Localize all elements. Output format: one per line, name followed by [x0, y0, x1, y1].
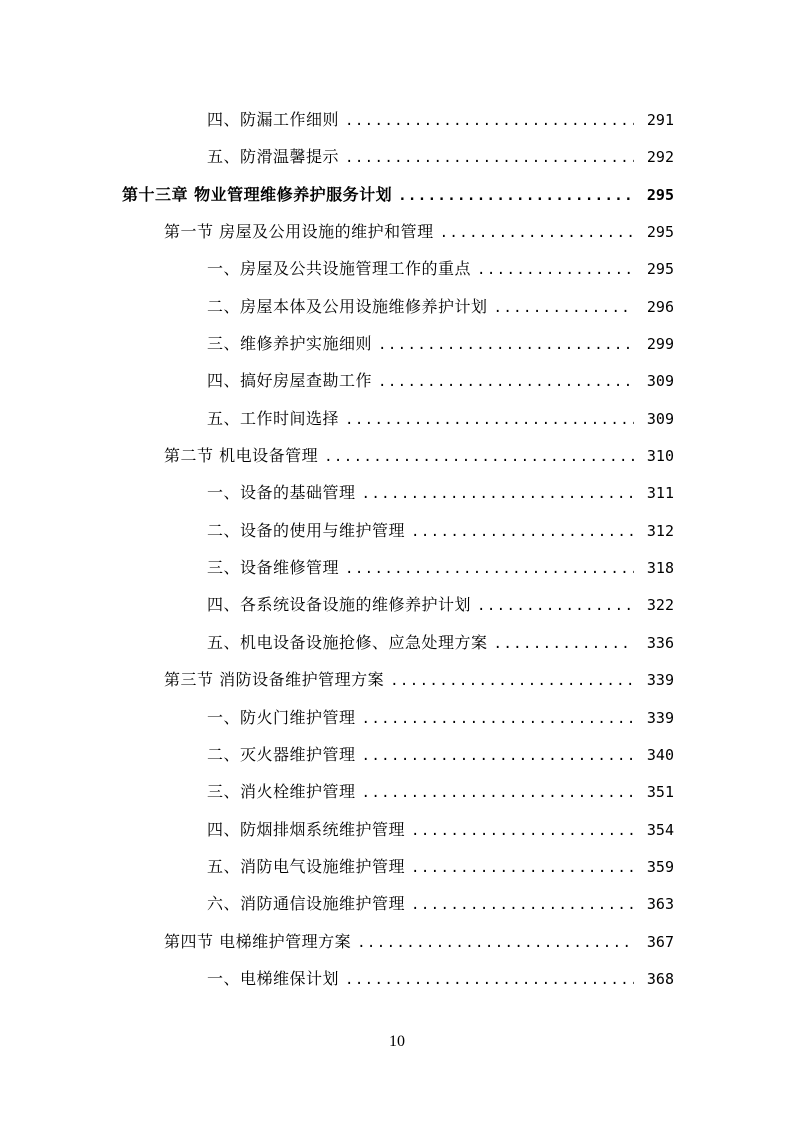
toc-entry-item[interactable]	[0, 400, 794, 437]
dot-leader	[324, 439, 634, 476]
toc-entry-title: 第十三章 物业管理维修养护服务计划	[122, 184, 393, 204]
dot-leader	[345, 103, 634, 140]
dot-leader	[494, 626, 634, 663]
toc-entry-page-number: 322	[646, 596, 674, 615]
toc-entry-page-number: 340	[646, 745, 674, 764]
toc-entry-item[interactable]	[0, 960, 794, 997]
toc-entry-item[interactable]	[0, 138, 794, 175]
toc-entry-item[interactable]	[0, 325, 794, 362]
toc-entry-title: 一、防火门维护管理	[207, 707, 356, 727]
toc-entry-page-number: 359	[646, 857, 674, 876]
toc-entry-title: 第三节 消防设备维护管理方案	[164, 670, 385, 690]
toc-entry-title: 五、机电设备设施抢修、应急处理方案	[207, 632, 488, 652]
toc-entry-page-number: 351	[646, 783, 674, 802]
dot-leader	[411, 850, 634, 887]
dot-leader	[378, 327, 634, 364]
dot-leader	[362, 476, 634, 513]
toc-entry-title: 第一节 房屋及公用设施的维护和管理	[164, 222, 434, 242]
dot-leader	[411, 514, 634, 551]
toc-entry-item[interactable]	[0, 811, 794, 848]
toc-entry-title: 一、设备的基础管理	[207, 483, 356, 503]
toc-entry-title: 一、房屋及公共设施管理工作的重点	[207, 259, 472, 279]
toc-entry-title: 二、设备的使用与维护管理	[207, 520, 406, 540]
toc-entry-page-number: 309	[646, 409, 674, 428]
toc-entry-item[interactable]	[0, 250, 794, 287]
dot-leader	[362, 701, 634, 738]
toc-entry-page-number: 312	[646, 521, 674, 540]
dot-leader	[357, 925, 634, 962]
dot-leader	[345, 140, 634, 177]
dot-leader	[494, 290, 634, 327]
dot-leader	[390, 663, 634, 700]
toc-entry-page-number: 295	[646, 185, 674, 204]
toc-entry-page-number: 292	[646, 148, 674, 167]
toc-entry-title: 一、电梯维保计划	[207, 968, 340, 988]
toc-entry-section[interactable]	[0, 661, 794, 698]
toc-entry-page-number: 311	[646, 484, 674, 503]
toc-entry-item[interactable]	[0, 699, 794, 736]
toc-entry-item[interactable]	[0, 885, 794, 922]
dot-leader	[345, 402, 634, 439]
dot-leader	[362, 775, 634, 812]
toc-entry-title: 六、消防通信设施维护管理	[207, 894, 406, 914]
toc-entry-page-number: 339	[646, 708, 674, 727]
dot-leader	[362, 738, 634, 775]
toc-entry-section[interactable]	[0, 213, 794, 250]
toc-entry-title: 四、防烟排烟系统维护管理	[207, 819, 406, 839]
toc-entry-title: 二、房屋本体及公用设施维修养护计划	[207, 296, 488, 316]
toc-entry-title: 三、消火栓维护管理	[207, 782, 356, 802]
toc-entry-title: 四、搞好房屋查勘工作	[207, 371, 373, 391]
toc-entry-page-number: 339	[646, 671, 674, 690]
toc-entry-title: 五、消防电气设施维护管理	[207, 856, 406, 876]
toc-entry-page-number: 368	[646, 969, 674, 988]
toc-entry-title: 二、灭火器维护管理	[207, 744, 356, 764]
toc-entry-title: 三、维修养护实施细则	[207, 334, 373, 354]
toc-entry-page-number: 336	[646, 633, 674, 652]
toc-entry-page-number: 310	[646, 447, 674, 466]
toc-entry-item[interactable]	[0, 736, 794, 773]
toc-entry-page-number: 296	[646, 297, 674, 316]
page-number: 10	[389, 1033, 405, 1050]
toc-entry-title: 第四节 电梯维护管理方案	[164, 931, 352, 951]
toc-entry-page-number: 363	[646, 895, 674, 914]
toc-entry-item[interactable]	[0, 474, 794, 511]
toc-entry-item[interactable]	[0, 773, 794, 810]
toc-entry-title: 第二节 机电设备管理	[164, 446, 319, 466]
toc-entry-page-number: 318	[646, 559, 674, 578]
toc-entry-item[interactable]	[0, 288, 794, 325]
dot-leader	[345, 551, 634, 588]
toc-entry-item[interactable]	[0, 848, 794, 885]
dot-leader	[440, 215, 634, 252]
toc-entry-chapter[interactable]	[0, 176, 794, 213]
toc-entry-item[interactable]	[0, 512, 794, 549]
toc-entry-item[interactable]	[0, 362, 794, 399]
toc-entry-page-number: 354	[646, 820, 674, 839]
toc-entry-item[interactable]	[0, 101, 794, 138]
toc-entry-section[interactable]	[0, 923, 794, 960]
toc-entry-page-number: 299	[646, 335, 674, 354]
toc-entry-title: 三、设备维修管理	[207, 558, 340, 578]
toc-entry-page-number: 295	[646, 223, 674, 242]
toc-entry-page-number: 291	[646, 111, 674, 129]
toc-entry-title: 五、防滑温馨提示	[207, 147, 340, 167]
toc-entry-page-number: 309	[646, 372, 674, 391]
dot-leader	[411, 887, 634, 924]
toc-entry-title: 五、工作时间选择	[207, 408, 340, 428]
toc-entry-item[interactable]	[0, 586, 794, 623]
toc-entry-item[interactable]	[0, 549, 794, 586]
dot-leader	[477, 252, 634, 289]
dot-leader	[345, 962, 634, 999]
toc-entry-section[interactable]	[0, 437, 794, 474]
toc-entry-title: 四、防漏工作细则	[207, 110, 340, 129]
dot-leader	[398, 178, 634, 215]
table-of-contents	[0, 101, 794, 997]
dot-leader	[378, 364, 634, 401]
dot-leader	[477, 588, 634, 625]
toc-entry-title: 四、各系统设备设施的维修养护计划	[207, 595, 472, 615]
toc-entry-page-number: 367	[646, 932, 674, 951]
toc-entry-item[interactable]	[0, 624, 794, 661]
dot-leader	[411, 813, 634, 850]
toc-entry-page-number: 295	[646, 260, 674, 279]
